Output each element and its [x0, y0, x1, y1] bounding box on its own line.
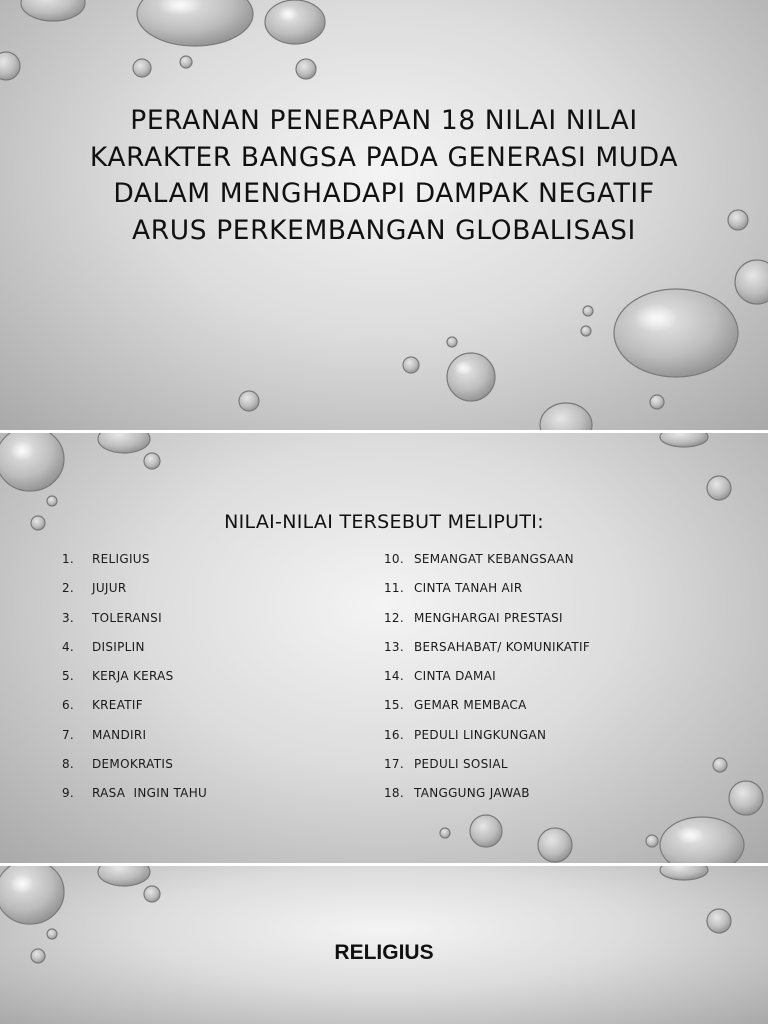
- item-number: 10.: [384, 552, 404, 566]
- list-item: [62, 549, 207, 578]
- title-slide: [0, 0, 768, 430]
- item-label: GEMAR MEMBACA: [414, 698, 527, 713]
- item-number: 14.: [384, 669, 404, 684]
- slide-heading: RELIGIUS: [334, 941, 434, 964]
- item-label: PEDULI LINGKUNGAN: [414, 727, 547, 742]
- list-heading: NILAI-NILAI TERSEBUT MELIPUTI:: [224, 511, 544, 533]
- item-label: MANDIRI: [92, 727, 147, 742]
- item-label: SEMANGAT KEBANGSAAN: [414, 552, 574, 566]
- list-item: [62, 578, 207, 607]
- list-item: [62, 608, 207, 637]
- item-label: KERJA KERAS: [92, 669, 174, 684]
- list-item: [384, 695, 590, 724]
- list-item: [62, 637, 207, 666]
- slide-title: PERANAN PENERAPAN 18 NILAI NILAI KARAKTER BANGSA PADA GENERASI MUDA DALAM MENGHADAPI DAMPAK NEGATIF ARUS PERKEMBANGAN GLOBALISASI: [89, 105, 679, 246]
- item-label: JUJUR: [92, 581, 127, 596]
- item-label: PEDULI SOSIAL: [414, 757, 508, 772]
- item-number: 13.: [384, 639, 404, 654]
- list-item: [384, 578, 590, 607]
- list-item: [62, 695, 207, 724]
- values-list-slide: [0, 433, 768, 863]
- item-label: CINTA DAMAI: [414, 669, 496, 684]
- list-item: [384, 725, 590, 754]
- list-item: [62, 754, 207, 783]
- item-number: 1.: [62, 552, 75, 566]
- item-label: RASA INGIN TAHU: [92, 786, 208, 801]
- item-label: TANGGUNG JAWAB: [414, 786, 530, 801]
- item-number: 8.: [62, 757, 75, 772]
- item-number: 16.: [384, 727, 404, 742]
- list-item: [384, 549, 590, 578]
- list-item: [62, 725, 207, 754]
- list-item: [62, 666, 207, 695]
- values-list-left: [62, 549, 207, 813]
- item-label: RELIGIUS: [92, 552, 150, 566]
- item-number: 17.: [384, 757, 404, 772]
- item-label: CINTA TANAH AIR: [414, 581, 523, 596]
- values-list-right: [384, 549, 590, 813]
- list-item: [62, 783, 207, 812]
- item-label: DISIPLIN: [92, 639, 145, 654]
- list-item: [384, 754, 590, 783]
- item-label: TOLERANSI: [92, 610, 162, 625]
- list-item: [384, 608, 590, 637]
- religius-slide: [0, 866, 768, 1024]
- item-number: 6.: [62, 698, 75, 713]
- item-number: 15.: [384, 698, 404, 713]
- item-number: 12.: [384, 610, 404, 625]
- item-number: 3.: [62, 610, 75, 625]
- list-item: [384, 666, 590, 695]
- item-number: 9.: [62, 786, 75, 801]
- item-number: 4.: [62, 639, 75, 654]
- item-number: 11.: [384, 581, 404, 596]
- item-number: 5.: [62, 669, 75, 684]
- item-label: DEMOKRATIS: [92, 757, 174, 772]
- item-label: KREATIF: [92, 698, 143, 713]
- list-item: [384, 783, 590, 812]
- item-number: 7.: [62, 727, 75, 742]
- item-label: MENGHARGAI PRESTASI: [414, 610, 563, 625]
- item-label: BERSAHABAT/ KOMUNIKATIF: [414, 639, 591, 654]
- item-number: 2.: [62, 581, 75, 596]
- list-item: [384, 637, 590, 666]
- item-number: 18.: [384, 786, 404, 801]
